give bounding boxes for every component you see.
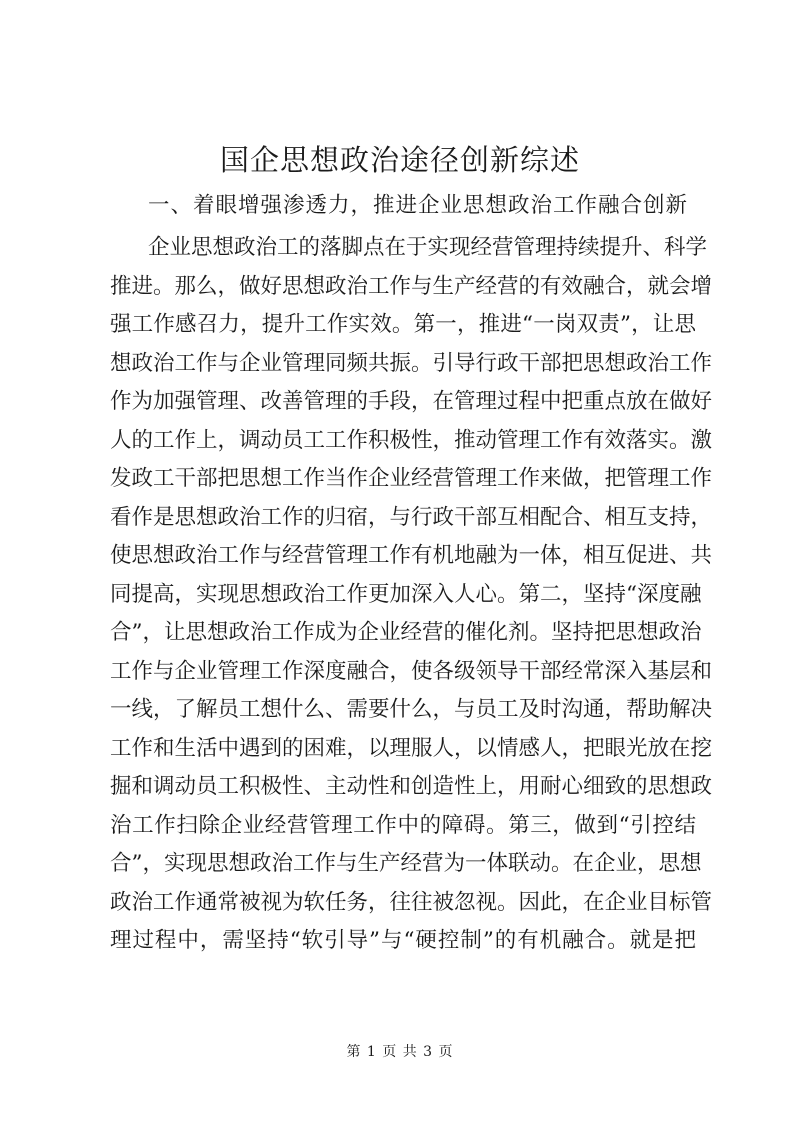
body-line: 掘和调动员工积极性、主动性和创造性上，用耐心细致的思想政 [110,774,713,799]
body-line: 想政治工作与企业管理同频共振。引导行政干部把思想政治工作 [110,350,713,376]
body-line: 发政工干部把思想工作当作企业经营管理工作来做，把管理工作 [110,466,713,491]
body-line: 企业思想政治工的落脚点在于实现经营管理持续提升、科学 [148,235,708,260]
body-line: 看作是思想政治工作的归宿，与行政干部互相配合、相互支持， [110,504,713,530]
body-line: 合”，实现思想政治工作与生产经营为一体联动。在企业，思想 [110,851,702,876]
body-line: 理过程中，需坚持“软引导”与“硬控制”的有机融合。就是把 [110,928,696,953]
body-line: 作为加强管理、改善管理的手段，在管理过程中把重点放在做好 [110,389,713,414]
section-heading: 一、着眼增强渗透力，推进企业思想政治工作融合创新 [148,193,689,218]
body-line: 同提高，实现思想政治工作更加深入人心。第二，坚持“深度融 [110,581,702,607]
body-line: 强工作感召力，提升工作实效。第一，推进“一岗双责”，让思 [110,312,696,337]
body-line: 治工作扫除企业经营管理工作中的障碍。第三，做到“引控结 [110,812,696,838]
body-line: 工作与企业管理工作深度融合，使各级领导干部经常深入基层和 [110,658,713,684]
body-line: 工作和生活中遇到的困难，以理服人，以情感人，把眼光放在挖 [110,735,713,761]
body-line: 合”，让思想政治工作成为企业经营的催化剂。坚持把思想政治 [110,620,702,645]
body-line: 政治工作通常被视为软任务，往往被忽视。因此，在企业目标管 [110,889,713,915]
document-title: 国企思想政治途径创新综述 [219,143,580,177]
body-line: 一线，了解员工想什么、需要什么，与员工及时沟通，帮助解决 [110,697,713,722]
body-line: 人的工作上，调动员工工作积极性，推动管理工作有效落实。激 [110,427,713,453]
page-footer: 第 1 页 共 3 页 [346,1044,454,1060]
body-line: 使思想政治工作与经营管理工作有机地融为一体，相互促进、共 [110,543,713,568]
body-line: 推进。那么，做好思想政治工作与生产经营的有效融合，就会增 [110,273,713,299]
